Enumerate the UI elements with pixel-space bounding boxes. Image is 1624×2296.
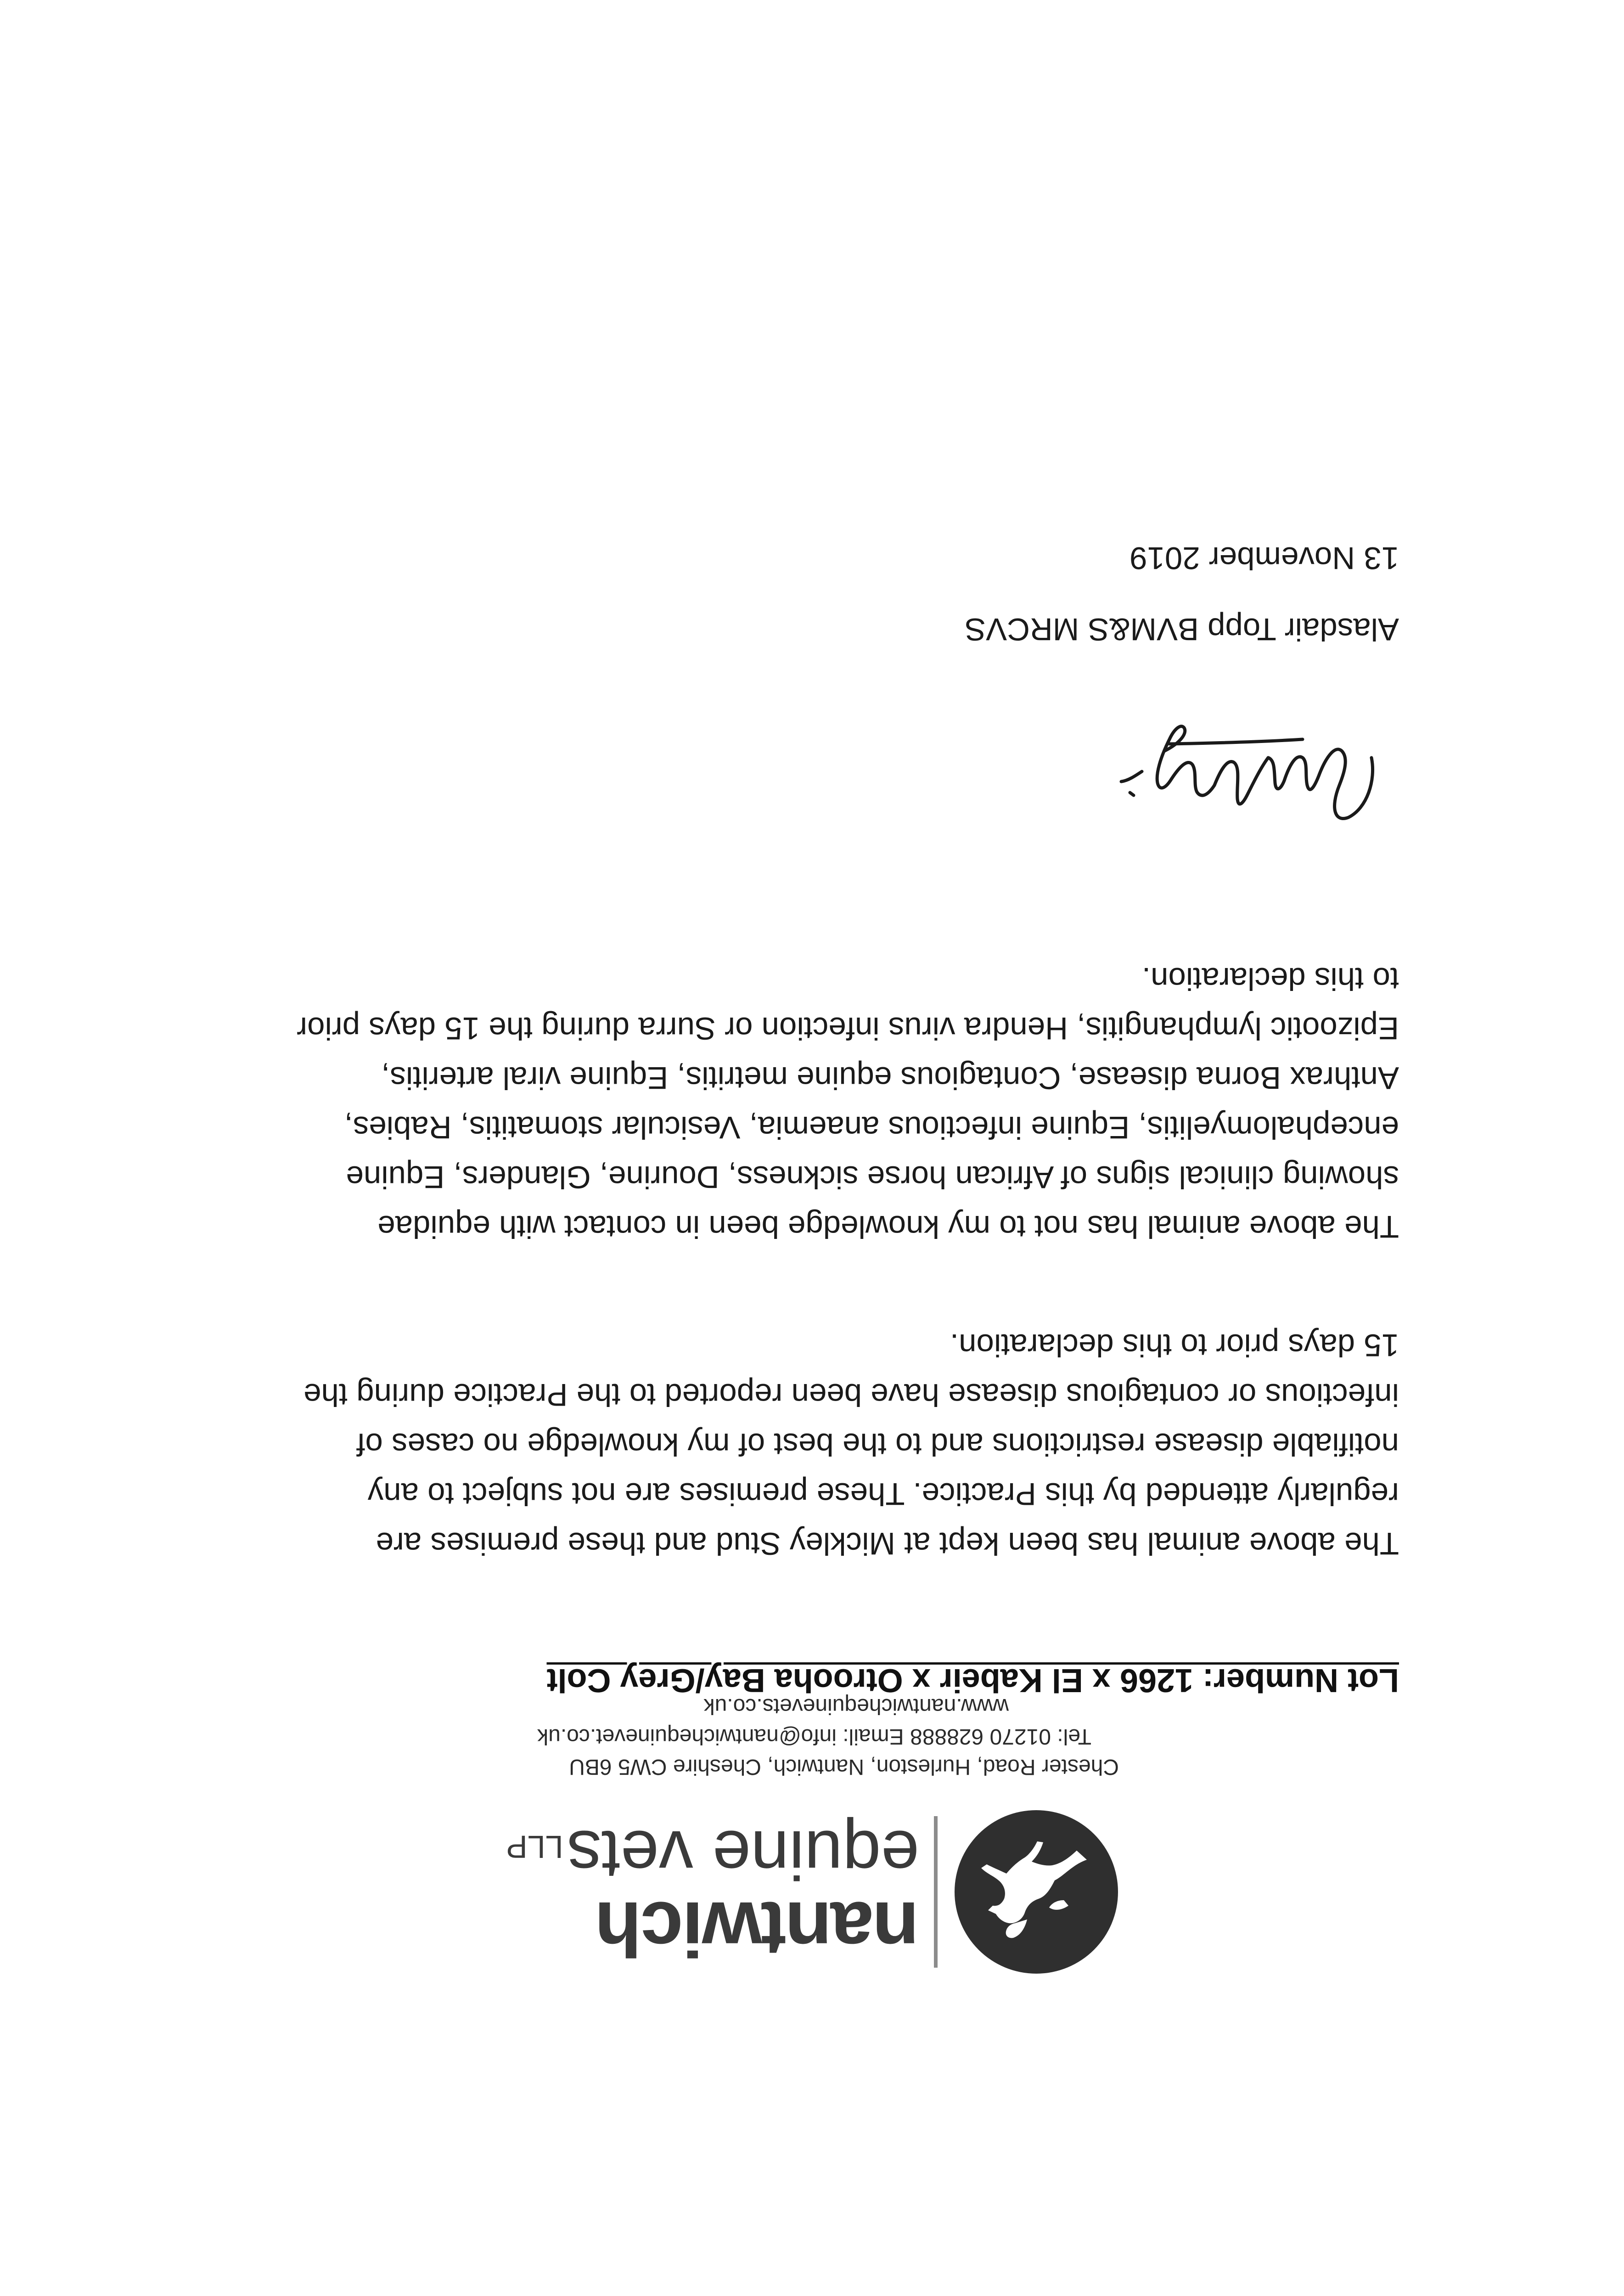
- paragraph-line: Epizootic lymphangitis, Hendra virus infection or Surra during the 15 days prior: [297, 1011, 1399, 1046]
- paragraph-line: Anthrax Borna disease, Contagious equine metritis, Equine viral arteritis,: [381, 1060, 1399, 1096]
- paragraph-line: notifiable disease restrictions and to the best of my knowledge no cases of: [356, 1427, 1399, 1462]
- signer-name: Alasdair Topp BVM&S MRCVS: [965, 612, 1399, 647]
- contact-details: [430, 1691, 1119, 1782]
- paragraph-line: encephalomyelitis, Equine infectious anaemia, Vesicular stomatitis, Rabies,: [344, 1110, 1399, 1145]
- paragraph-line: infectious or contagious disease have been reported to the Practice during the: [303, 1377, 1399, 1412]
- brand-sub-text: equine vets: [567, 1817, 919, 1894]
- letterhead: [430, 1694, 1119, 1975]
- brand-suffix: LLP: [506, 1829, 563, 1865]
- paragraph-line: showing clinical signs of African horse sickness, Dourine, Glanders, Equine: [346, 1159, 1399, 1195]
- paragraph-line: 15 days prior to this declaration.: [950, 1328, 1399, 1363]
- website-line: www.nantwichequinevets.co.uk: [703, 1694, 1009, 1718]
- lot-number-heading: Lot Number: 1266 x El Kabeir x Otrooha Bay/Grey Colt: [546, 1662, 1399, 1699]
- declaration-paragraph-1: [205, 1320, 1399, 1568]
- tel-email-line: Tel: 01270 628888 Email: info@nantwichequinevet.co.uk: [537, 1724, 1091, 1749]
- brand-name: nantwich: [596, 1886, 919, 1972]
- paragraph-line: The above animal has not to my knowledge been in contact with equidae: [377, 1209, 1399, 1244]
- handwritten-signature: [1101, 712, 1385, 850]
- paragraph-line: regularly attended by this Practice. These premises are not subject to any: [367, 1476, 1399, 1512]
- declaration-date: 13 November 2019: [1129, 540, 1399, 576]
- paragraph-line: to this declaration.: [1142, 961, 1399, 996]
- brand-subtitle: [506, 1817, 919, 1894]
- logo-divider: [934, 1816, 938, 1968]
- paragraph-line: The above animal has been kept at Mickley Stud and these premises are: [376, 1526, 1399, 1561]
- address-line: Chester Road, Hurleston, Nantwich, Cheshire CW5 6BU: [569, 1755, 1119, 1779]
- declaration-paragraph-2: [205, 954, 1399, 1251]
- horse-logo-icon: [954, 1809, 1119, 1975]
